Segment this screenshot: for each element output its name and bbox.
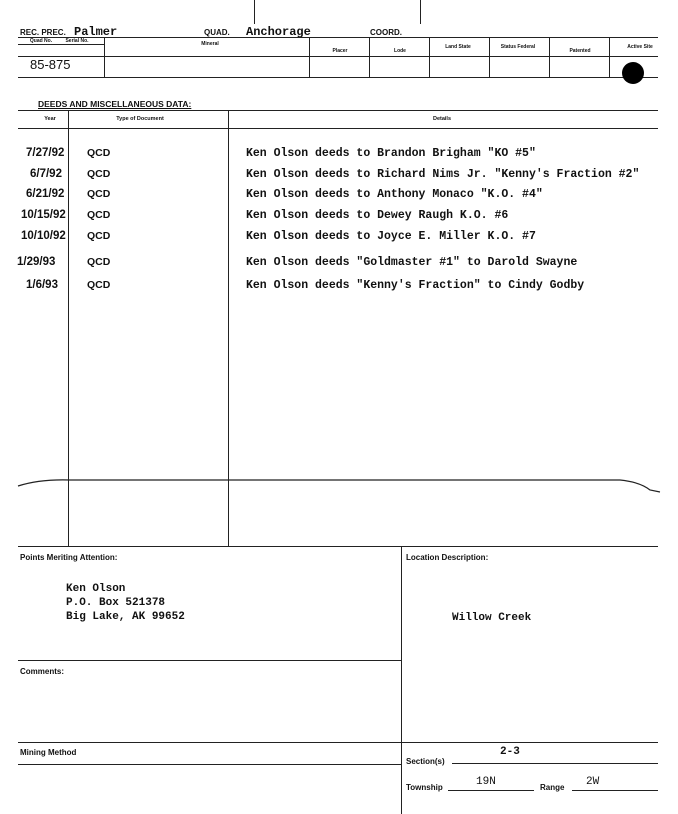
top-tick-left (254, 0, 255, 24)
col-details-header: Details (432, 116, 452, 122)
hdr-patented: Patented (569, 48, 591, 54)
township-underline (448, 790, 534, 791)
deed-details: Ken Olson deeds "Goldmaster #1" to Darold Swayne (246, 256, 578, 269)
active-site-dot (622, 62, 644, 84)
range-label: Range (540, 783, 565, 792)
mining-method-label: Mining Method (20, 748, 77, 757)
col-sep-5 (489, 37, 490, 77)
township-value: 19N (476, 776, 496, 788)
comments-rule (18, 660, 401, 661)
comments-label: Comments: (20, 667, 65, 676)
deed-type: QCD (87, 256, 111, 268)
deed-details: Ken Olson deeds to Dewey Raugh K.O. #6 (246, 209, 509, 222)
points-line: Ken Olson (66, 583, 126, 595)
hdr-active-site: Active Site (627, 44, 653, 50)
points-line: P.O. Box 521378 (66, 597, 166, 609)
col-sep-4 (429, 37, 430, 77)
page-overlap-edge (0, 470, 678, 500)
deeds-rule-top (18, 110, 658, 111)
bottom-col-sep (401, 546, 402, 814)
deed-year: 1/29/93 (17, 256, 56, 268)
range-underline (572, 790, 658, 791)
quad-value: Anchorage (246, 25, 311, 39)
deed-details: Ken Olson deeds to Anthony Monaco "K.O. #4" (246, 188, 543, 201)
points-line: Big Lake, AK 99652 (66, 611, 185, 623)
section-label: Section(s) (406, 757, 445, 766)
deeds-section-title: DEEDS AND MISCELLANEOUS DATA: (38, 99, 192, 109)
col-sep-1 (104, 37, 105, 77)
location-value: Willow Creek (452, 612, 532, 624)
bottom-rule-top (18, 546, 658, 547)
hdr-serial-no: Serial No. (65, 38, 89, 44)
mining-rule (18, 742, 658, 743)
hdr-placer: Placer (332, 48, 348, 54)
deed-details: Ken Olson deeds to Richard Nims Jr. "Kenny's Fraction #2" (246, 168, 640, 181)
col-sep-6 (549, 37, 550, 77)
hdr-land-state: Land State (445, 44, 471, 50)
header-rule-bottom (18, 77, 658, 78)
deed-type: QCD (87, 279, 111, 291)
col-sep-7 (609, 37, 610, 77)
deed-type: QCD (87, 188, 111, 200)
deed-year: 1/6/93 (26, 279, 58, 291)
deed-type: QCD (87, 147, 111, 159)
col-type-header: Type of Document (116, 116, 164, 122)
rec-prec-value: Palmer (74, 25, 118, 39)
deed-year: 10/15/92 (21, 209, 66, 221)
deeds-rule-head (18, 128, 658, 129)
hdr-quad-no: Quad No. (29, 38, 53, 44)
header-rule-mid (18, 56, 658, 57)
range-value: 2W (586, 776, 600, 788)
deed-type: QCD (87, 230, 111, 242)
col-sep-2 (309, 37, 310, 77)
hdr-mineral: Mineral (201, 41, 219, 47)
coord-label: COORD. (370, 28, 402, 37)
deed-type: QCD (87, 209, 111, 221)
quad-label: QUAD. (204, 28, 230, 37)
deed-year: 7/27/92 (26, 147, 65, 159)
section-value: 2-3 (500, 746, 520, 758)
deed-details: Ken Olson deeds to Brandon Brigham "KO #5" (246, 147, 536, 160)
deed-year: 6/7/92 (30, 168, 62, 180)
deed-type: QCD (87, 168, 111, 180)
deed-year: 6/21/92 (26, 188, 65, 200)
mining-rule-bottom (18, 764, 401, 765)
deed-year: 10/10/92 (21, 230, 66, 242)
col-sep-3 (369, 37, 370, 77)
hdr-status-federal: Status Federal (500, 44, 536, 50)
quad-no-value: 85-875 (30, 57, 71, 72)
deed-details: Ken Olson deeds to Joyce E. Miller K.O. #7 (246, 230, 536, 243)
header-rule-top (18, 37, 658, 38)
deed-details: Ken Olson deeds "Kenny's Fraction" to Cindy Godby (246, 279, 585, 292)
header-rule-sub (18, 44, 104, 45)
section-underline (452, 763, 658, 764)
col-year-header: Year (44, 116, 56, 122)
top-tick-right (420, 0, 421, 24)
hdr-lode: Lode (394, 48, 406, 54)
points-label: Points Meriting Attention: (20, 553, 118, 562)
location-label: Location Description: (406, 553, 489, 562)
rec-prec-label: REC. PREC. (20, 28, 66, 37)
township-label: Township (406, 783, 443, 792)
